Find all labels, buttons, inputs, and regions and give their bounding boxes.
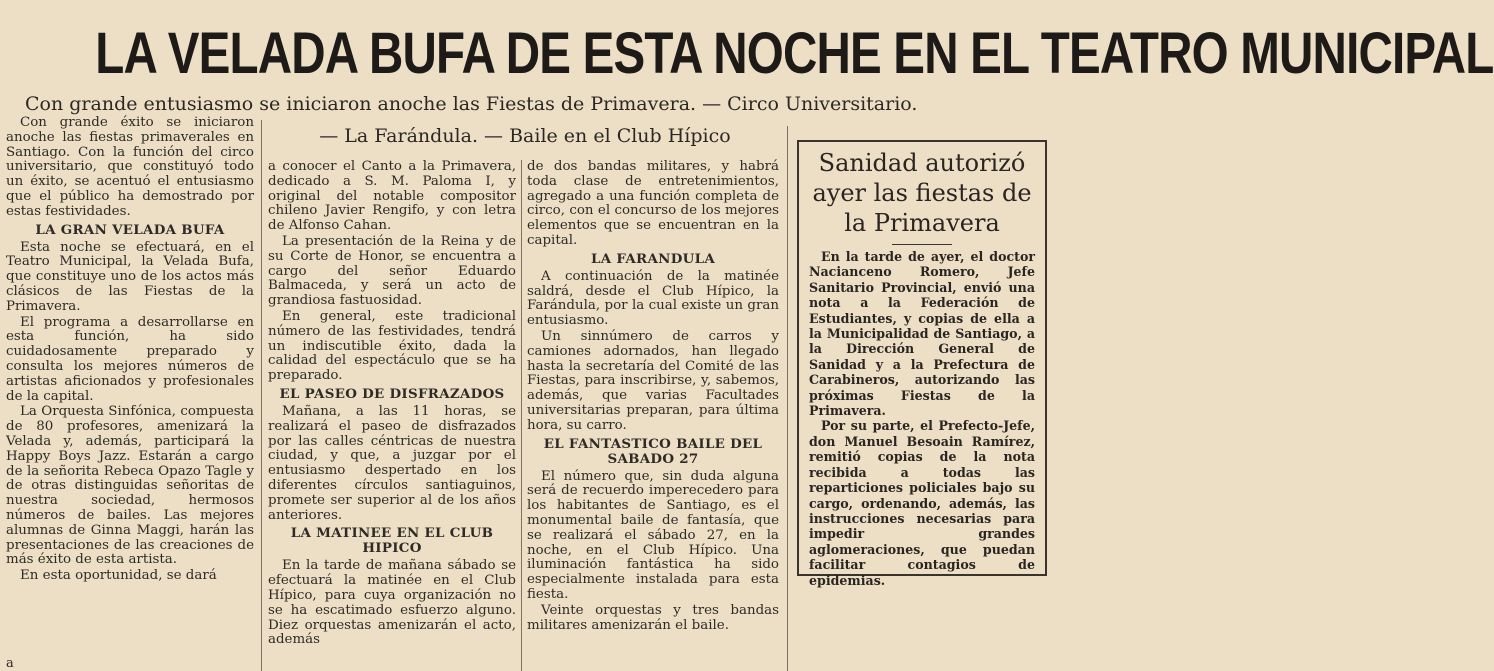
subheading: LA FARANDULA: [590, 250, 716, 267]
column-rule: [787, 126, 788, 671]
paragraph: En la tarde de ayer, el doctor Nacianceno Romero, Jefe Sanitario Provincial, envió una nota a la Federación de Estudiantes, y copias de ella a la Municipalidad de Santiago, a la Dirección General de Sanidad y a la Prefectura de Carabineros, autorizando las próximas Fiestas de la Primavera.: [809, 249, 1035, 419]
paragraph: En general, este tradicional número de las festividades, tendrá un indiscutible éxito, dada la calidad del espectáculo que se ha preparado.: [268, 308, 516, 384]
sidebar-text: [809, 249, 1035, 588]
sidebar-title: Sanidad autorizó ayer las fiestas de la Primavera: [812, 149, 1032, 237]
article-column-1: [6, 116, 254, 584]
subheading: LA GRAN VELADA BUFA: [35, 221, 225, 238]
paragraph: A continuación de la matinée saldrá, desde el Club Hípico, la Farándula, por la cual existe un gran entusiasmo.: [527, 268, 779, 329]
paragraph: En esta oportunidad, se dará: [20, 568, 217, 584]
divider: [892, 244, 952, 245]
article-column-3: [527, 160, 779, 633]
cut-off-text: a: [6, 656, 14, 671]
column-rule: [261, 120, 262, 671]
sidebar-box: [797, 140, 1047, 588]
headline: LA VELADA BUFA DE ESTA NOCHE EN EL TEATRO MUNICIPAL: [95, 21, 1494, 86]
paragraph: En la tarde de mañana sábado se efectuará la matinée en el Club Hípico, para cuya organización no se ha escatimado esfuerzo alguno. Diez orquestas amenizarán el acto, además: [268, 558, 516, 648]
paragraph: Un sinnúmero de carros y camiones adornados, han llegado hasta la secretaría del Comité de las Fiestas, para inscribirse, y, sabemos, además, que varias Facultades universitarias preparan, para última hora, su carro.: [527, 328, 779, 433]
paragraph: El programa a desarrollarse en esta función, ha sido cuidadosamente preparado y consulta los mejores números de artistas aficionados y profesionales de la capital.: [6, 314, 254, 404]
deck-line-2: — La Farándula. — Baile en el Club Hípico: [319, 125, 731, 147]
paragraph: Por su parte, el Prefecto-Jefe, don Manuel Besoain Ramírez, remitió copias de la nota recibida a todas las reparticiones policiales bajo su cargo, ordenando, además, las instrucciones necesarias para impedir grandes aglomeraciones, que puedan facilitar contagios de epidemias.: [809, 418, 1035, 588]
paragraph: Con grande éxito se iniciaron anoche las fiestas primaverales en Santiago. Con la función del circo universitario, que constituyó todo un éxito, se acentuó el entusiasmo que el público ha demostrado por estas festividades.: [6, 115, 254, 219]
paragraph: La presentación de la Reina y de su Corte de Honor, se encuentra a cargo del señor Eduardo Balmaceda, y será un acto de grandiosa fastuosidad.: [268, 233, 516, 309]
paragraph: a conocer el Canto a la Primavera, dedicado a S. M. Paloma I, y original del notable compositor chileno Javier Rengifo, y con letra de Alfonso Cahan.: [268, 159, 516, 234]
paragraph: Mañana, a las 11 horas, se realizará el paseo de disfrazados por las calles céntricas de nuestra ciudad, y que, a juzgar por el entusiasmo despertado en los diferentes círculos santiaguinos, promete ser superior al de los años anteriores.: [268, 403, 516, 523]
paragraph: de dos bandas militares, y habrá toda clase de entretenimientos, agregado a una función completa de circo, con el concurso de los mejores elementos que se encuentran en la capital.: [527, 159, 779, 248]
paragraph: Veinte orquestas y tres bandas militares amenizarán el baile.: [527, 602, 779, 633]
column-rule: [521, 160, 522, 671]
subheading: EL FANTASTICO BAILE DEL SABADO 27: [543, 435, 763, 467]
paragraph: El número que, sin duda alguna será de recuerdo imperecedero para los habitantes de Santiago, es el monumental baile de fantasía, que se realizará el sábado 27, en la noche, en el Club Hípico. Una iluminación fantástica ha sido especialmente instalada para esta fiesta.: [527, 468, 779, 602]
subheading: EL PASEO DE DISFRAZADOS: [279, 385, 505, 402]
article-column-2: [268, 160, 516, 648]
paragraph: La Orquesta Sinfónica, compuesta de 80 profesores, amenizará la Velada y, además, participará la Happy Boys Jazz. Estarán a cargo de la señorita Rebeca Opazo Tagle y de otras distinguidas señoritas de nuestra sociedad, hermosos números de bailes. Las mejores alumnas de Ginna Maggi, harán las presentaciones de las creaciones de más éxito de esta artista.: [6, 404, 254, 568]
paragraph: Esta noche se efectuará, en el Teatro Municipal, la Velada Bufa, que constituye uno de los actos más clásicos de las Fiestas de la Primavera.: [6, 239, 254, 314]
deck-line-1: Con grande entusiasmo se iniciaron anoche las Fiestas de Primavera. — Circo Universitario.: [25, 93, 918, 115]
subheading: LA MATINEE EN EL CLUB HIPICO: [290, 525, 494, 557]
